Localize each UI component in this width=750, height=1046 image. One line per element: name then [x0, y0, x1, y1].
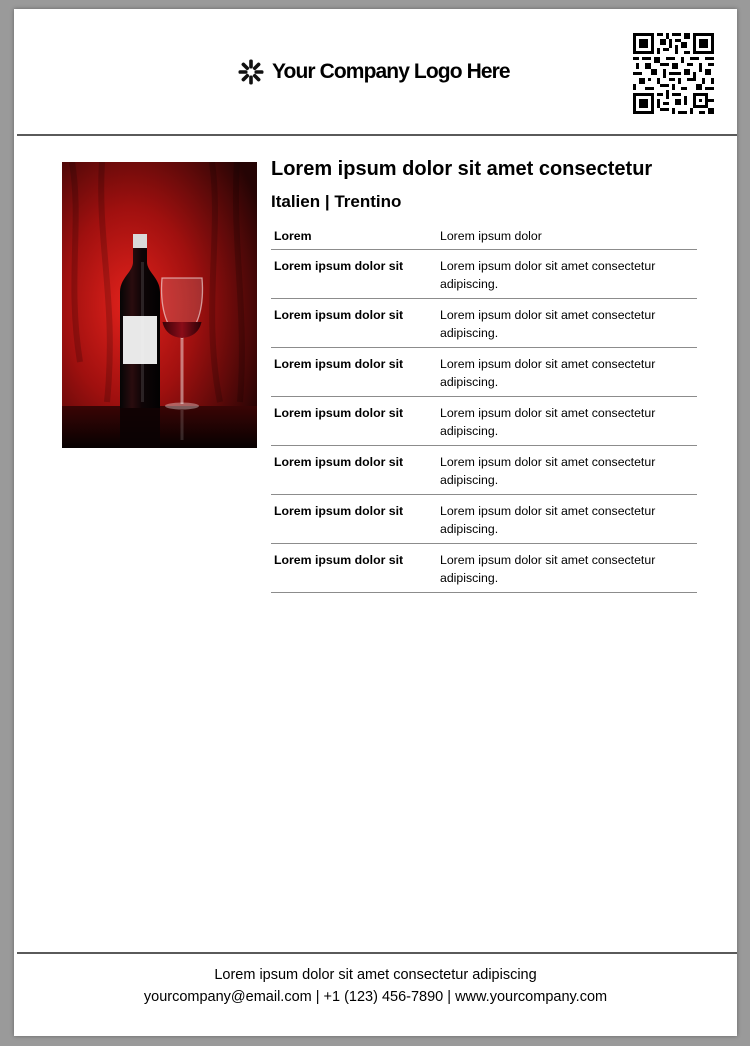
- row-label: Lorem ipsum dolor sit: [271, 347, 440, 396]
- company-logo: [238, 58, 510, 86]
- header-divider: [17, 134, 737, 136]
- table-header-row: [271, 222, 697, 249]
- table-row: [271, 249, 697, 298]
- sunburst-icon: [238, 59, 264, 85]
- footer-divider: [17, 952, 737, 954]
- row-label: Lorem ipsum dolor sit: [271, 396, 440, 445]
- row-value: Lorem ipsum dolor sit amet consectetur adipiscing.: [440, 543, 697, 592]
- table-row: [271, 396, 697, 445]
- product-details: [271, 154, 697, 593]
- row-value: Lorem ipsum dolor sit amet consectetur adipiscing.: [440, 347, 697, 396]
- product-title: Lorem ipsum dolor sit amet consectetur: [271, 158, 653, 180]
- row-value: Lorem ipsum dolor sit amet consectetur adipiscing.: [440, 298, 697, 347]
- table-row: [271, 543, 697, 592]
- logo-text: Your Company Logo Here: [272, 60, 510, 83]
- row-value: Lorem ipsum dolor sit amet consectetur adipiscing.: [440, 396, 697, 445]
- footer-tagline: Lorem ipsum dolor sit amet consectetur adipiscing: [214, 967, 537, 983]
- row-value: Lorem ipsum dolor sit amet consectetur adipiscing.: [440, 249, 697, 298]
- table-row: [271, 445, 697, 494]
- table-header-label: Lorem: [271, 222, 440, 249]
- footer-contact: yourcompany@email.com | +1 (123) 456-7890 | www.yourcompany.com: [143, 989, 608, 1005]
- row-value: Lorem ipsum dolor sit amet consectetur adipiscing.: [440, 445, 697, 494]
- table-row: [271, 494, 697, 543]
- page-header: [14, 9, 737, 135]
- spec-table: [271, 222, 697, 593]
- row-label: Lorem ipsum dolor sit: [271, 298, 440, 347]
- document-page: [14, 9, 737, 1036]
- product-origin: Italien | Trentino: [271, 192, 402, 211]
- row-label: Lorem ipsum dolor sit: [271, 445, 440, 494]
- qr-code-icon[interactable]: [633, 33, 714, 114]
- table-row: [271, 298, 697, 347]
- row-value: Lorem ipsum dolor sit amet consectetur adipiscing.: [440, 494, 697, 543]
- row-label: Lorem ipsum dolor sit: [271, 249, 440, 298]
- wine-bottle-and-glass-photo: [62, 162, 257, 448]
- row-label: Lorem ipsum dolor sit: [271, 494, 440, 543]
- page-footer: [14, 964, 737, 1008]
- table-row: [271, 347, 697, 396]
- row-label: Lorem ipsum dolor sit: [271, 543, 440, 592]
- table-header-value: Lorem ipsum dolor: [440, 222, 697, 249]
